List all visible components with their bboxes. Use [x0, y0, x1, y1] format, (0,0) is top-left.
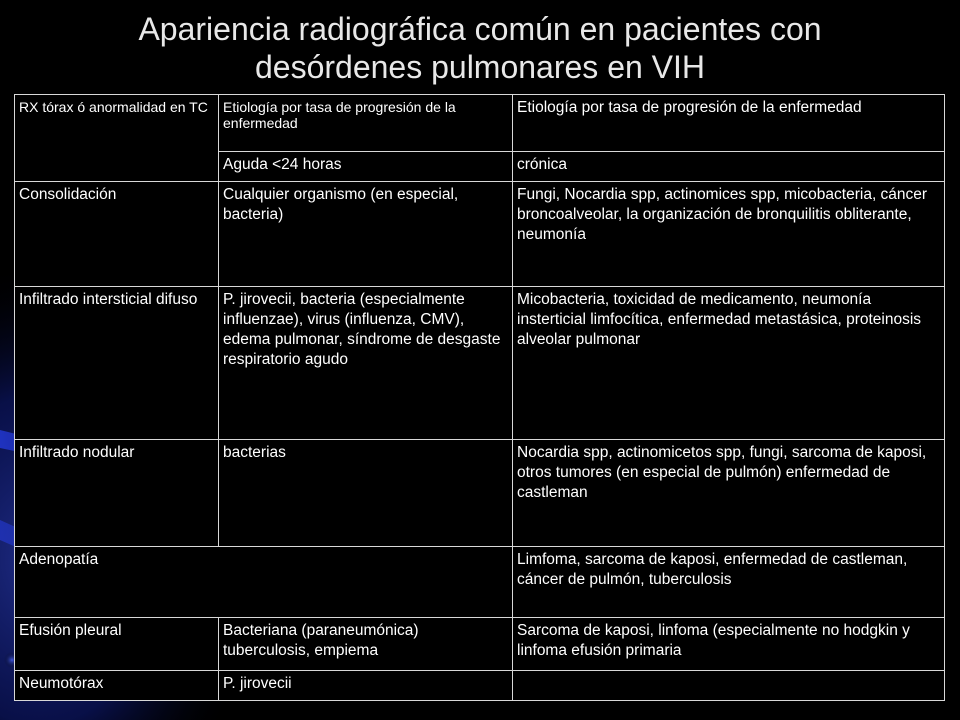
header-etiology-acute: Etiología por tasa de progresión de la enfermedad: [219, 95, 513, 152]
header-etiology-chronic: Etiología por tasa de progresión de la enfermedad: [513, 95, 945, 152]
header-finding: RX tórax ó anormalidad en TC: [15, 95, 219, 182]
cell-finding: Infiltrado nodular: [15, 440, 219, 547]
table-row: [15, 618, 945, 671]
cell-chronic: Limfoma, sarcoma de kaposi, enfermedad de castleman, cáncer de pulmón, tuberculosis: [513, 547, 945, 618]
cell-finding: Efusión pleural: [15, 618, 219, 671]
title-line-2: desórdenes pulmonares en VIH: [254, 49, 706, 85]
cell-finding: Infiltrado intersticial difuso: [15, 287, 219, 440]
table-row: [15, 182, 945, 287]
table-row: [15, 287, 945, 440]
radiographic-findings-table: [14, 94, 945, 701]
table-header-row: [15, 95, 945, 152]
cell-chronic: Nocardia spp, actinomicetos spp, fungi, sarcoma de kaposi, otros tumores (en especial de pulmón) enfermedad de castleman: [513, 440, 945, 547]
cell-chronic: [513, 671, 945, 701]
cell-finding: Neumotórax: [15, 671, 219, 701]
table-row: [15, 547, 945, 618]
cell-acute: Bacteriana (paraneumónica) tuberculosis, empiema: [219, 618, 513, 671]
cell-chronic: Fungi, Nocardia spp, actinomices spp, micobacteria, cáncer broncoalveolar, la organización de bronquilitis obliterante, neumonía: [513, 182, 945, 287]
cell-finding: Adenopatía: [15, 547, 513, 618]
table-row: [15, 671, 945, 701]
cell-finding: Consolidación: [15, 182, 219, 287]
cell-chronic: Sarcoma de kaposi, linfoma (especialmente no hodgkin y linfoma efusión primaria: [513, 618, 945, 671]
cell-acute: P. jirovecii, bacteria (especialmente influenzae), virus (influenza, CMV), edema pulmonar, síndrome de desgaste respiratorio agudo: [219, 287, 513, 440]
page-title: [0, 10, 960, 86]
title-line-1: Apariencia radiográfica común en pacientes con: [138, 11, 822, 47]
subheader-acute: Aguda <24 horas: [219, 152, 513, 182]
subheader-chronic: crónica: [513, 152, 945, 182]
cell-acute: bacterias: [219, 440, 513, 547]
table-row: [15, 440, 945, 547]
cell-acute: Cualquier organismo (en especial, bacteria): [219, 182, 513, 287]
cell-acute: P. jirovecii: [219, 671, 513, 701]
cell-chronic: Micobacteria, toxicidad de medicamento, neumonía insterticial limfocítica, enfermedad metastásica, proteinosis alveolar pulmonar: [513, 287, 945, 440]
